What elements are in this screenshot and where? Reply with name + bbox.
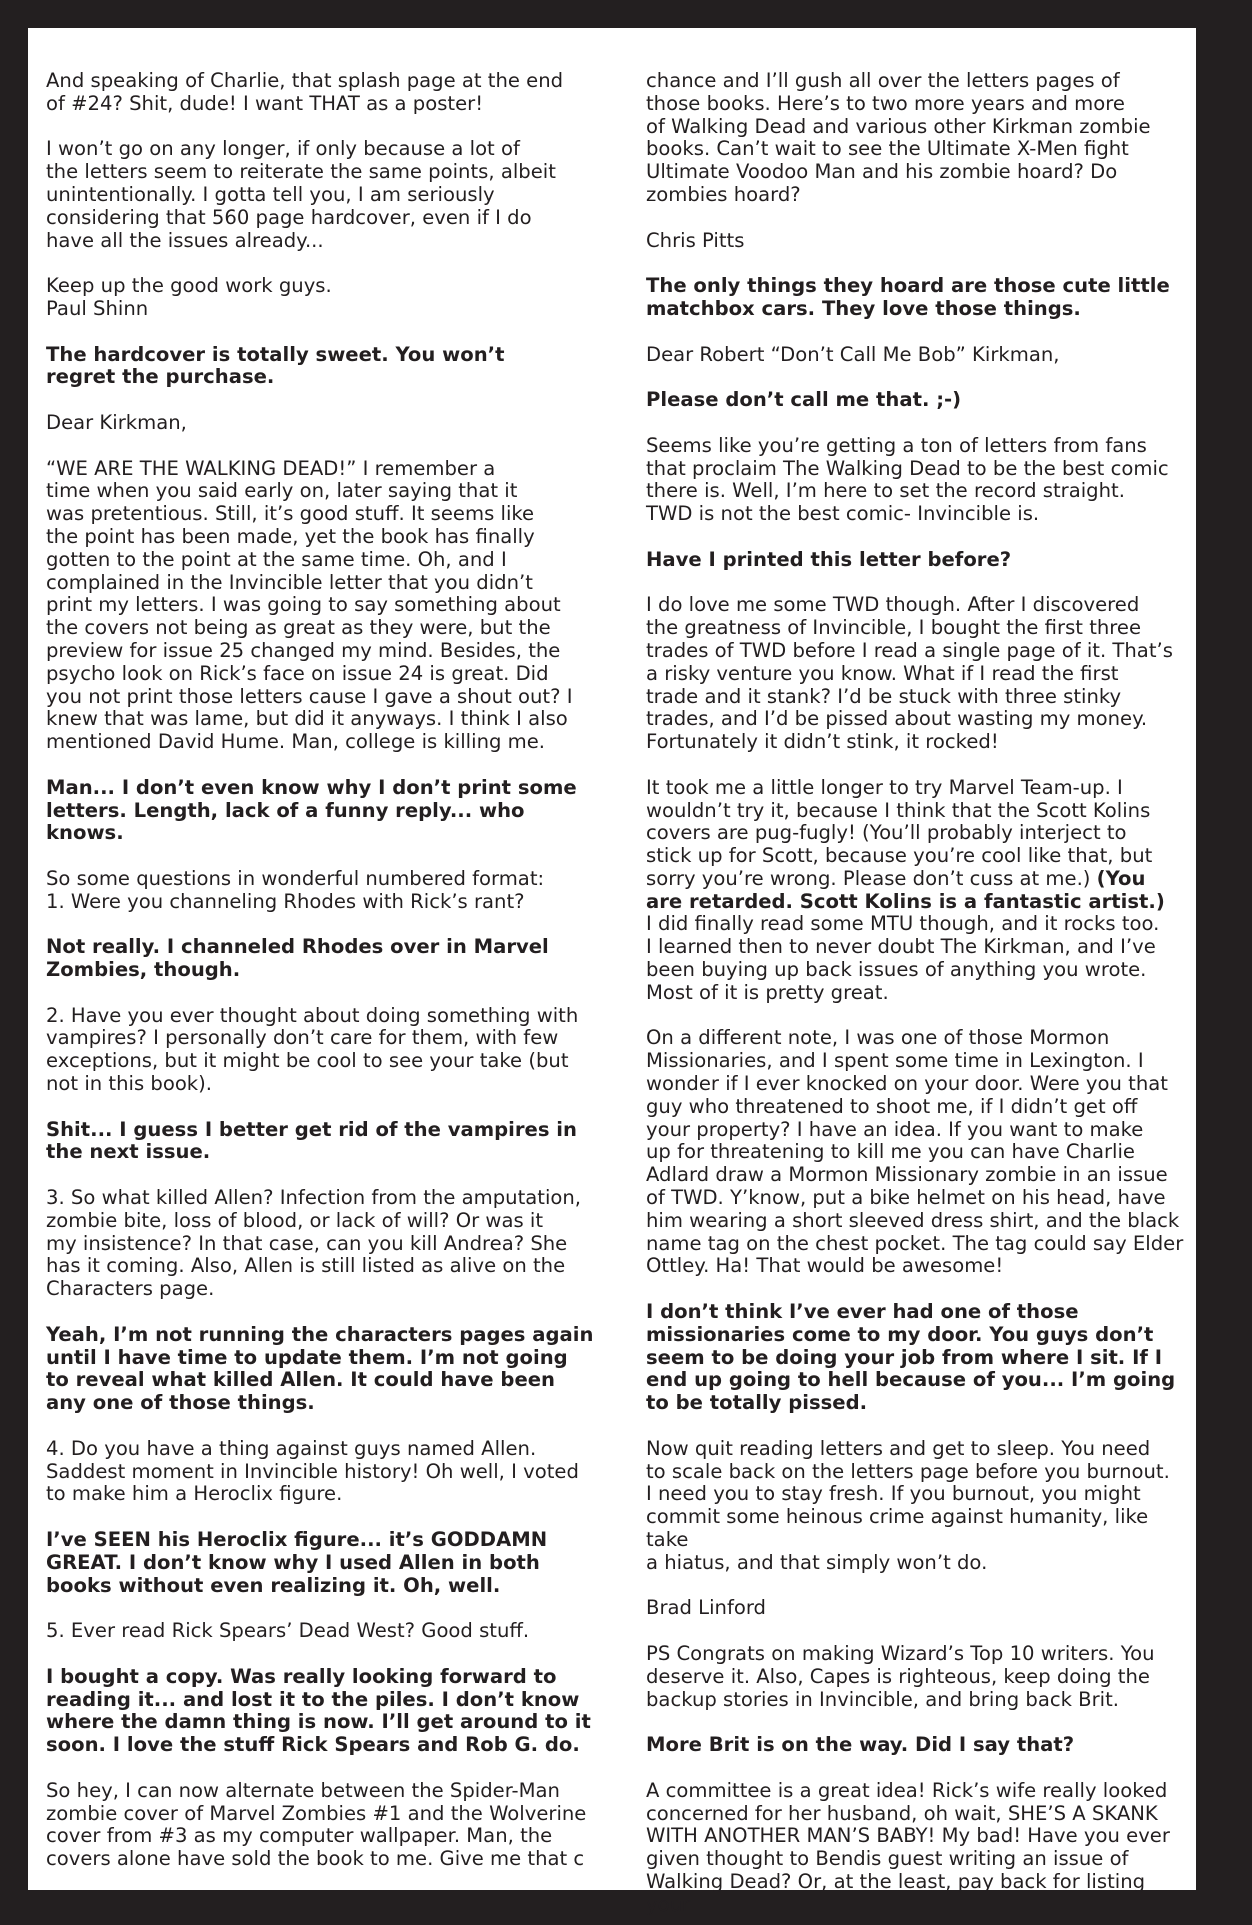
letter-paragraph <box>646 1780 1186 1917</box>
letters-page <box>28 28 1196 1916</box>
editor-reply <box>646 1301 1186 1415</box>
paragraph-text-continued: I did finally read some MTU though, and it rocks too. I learned then to never doubt The Kirkman, and I’ve been buying up back issues of anything you wrote. Most of it is pretty great. <box>646 912 1160 1004</box>
paragraph-text: More Brit is on the way. Did I say that? <box>646 1733 1075 1757</box>
paragraph-text: 2. Have you ever thought about doing something with vampires? I personally don’t care for them, with few exceptions, but it might be cool to see your take (but not in this book). <box>46 1003 579 1096</box>
editor-reply <box>46 1529 612 1597</box>
letter-paragraph <box>46 1005 612 1096</box>
paragraph-text: On a different note, I was one of those Mormon Missionaries, and I spent some time in Lexington. I wonder if I ever knocked on your door. Were you that guy who threatened to shoot me, if I didn’t get off your property? I have an idea. If you want to make up for threatening to kill me you can have Charlie Adlard draw a Mormon Missionary zombie in an issue of TWD. Y’know, put a bike helmet on his head, have him wearing a short sleeved dress shirt, and the black name tag on the chest pocket. The tag could say Elder Ottley. Ha! That would be awesome! <box>646 1026 1184 1278</box>
letter-paragraph <box>646 777 1186 1005</box>
paragraph-text: And speaking of Charlie, that splash page at the end of #24? Shit, dude! I want THAT as a poster! <box>46 69 564 115</box>
editor-reply <box>46 344 612 390</box>
letter-paragraph <box>46 412 612 435</box>
paragraph-text: Chris Pitts <box>646 228 745 252</box>
right-column <box>646 70 1186 1917</box>
paragraph-text: I don’t think I’ve ever had one of those missionaries come to my door. You guys don’t seem to be doing your job from where I sit. If I end up going to hell because of you... I’m going to be totally pissed. <box>646 1300 1176 1415</box>
paragraph-text: Man... I don’t even know why I don’t print some letters. Length, lack of a funny reply... who knows. <box>46 775 577 845</box>
editor-reply <box>46 1119 612 1165</box>
paragraph-text: Seems like you’re getting a ton of letters from fans that proclaim The Walking Dead to be the best comic there is. Well, I’m here to set the record straight. TWD is not the best comic- Invincible is. <box>646 433 1169 526</box>
letter-paragraph <box>46 70 612 116</box>
letter-paragraph <box>646 435 1186 526</box>
paragraph-text: chance and I’ll gush all over the letters pages of those books. Here’s to two more years and more of Walking Dead and various other Kirkman zombie books. Can’t wait to see the Ultimate X-Men fight Ultimate Voodoo Man and his zombie hoard? Do zombies hoard? <box>646 69 1151 206</box>
paragraph-text: So hey, I can now alternate between the Spider-Man zombie cover of Marvel Zombies #1 and the Wolverine cover from #3 as my computer wallpaper. Man, the covers alone have sold the book to me. Give me that c <box>46 1778 587 1871</box>
paragraph-text: Dear Kirkman, <box>46 410 187 434</box>
paragraph-text: 4. Do you have a thing against guys named Allen. Saddest moment in Invincible history! Oh well, I voted to make him a Heroclix figure. <box>46 1436 579 1506</box>
paragraph-text: Dear Robert “Don’t Call Me Bob” Kirkman, <box>646 342 1060 366</box>
paragraph-text: Please don’t call me that. ;-) <box>646 388 962 412</box>
paragraph-text: PS Congrats on making Wizard’s Top 10 writers. You deserve it. Also, Capes is righteous, keep doing the backup stories in Invincible, and bring back Brit. <box>646 1641 1155 1711</box>
paragraph-text: Yeah, I’m not running the characters pages again until I have time to update them. I’m not going to reveal what killed Allen. It could have been any one of those things. <box>46 1322 594 1415</box>
letter-paragraph <box>46 138 612 252</box>
paragraph-text: The only things they hoard are those cute little matchbox cars. They love those things. <box>646 274 1170 320</box>
paragraph-text: Have I printed this letter before? <box>646 547 1012 571</box>
editor-reply <box>646 389 1186 412</box>
paragraph-text: Keep up the good work guys. Paul Shinn <box>46 274 332 320</box>
letter-paragraph <box>646 1643 1186 1711</box>
inline-editor-reply: (You are retarded. Scott Kolins is a fantastic artist.) <box>646 866 1165 913</box>
letter-paragraph <box>46 868 612 914</box>
letter-paragraph <box>646 70 1186 207</box>
letter-paragraph <box>646 1438 1186 1575</box>
letter-paragraph <box>46 275 612 321</box>
left-column <box>46 70 612 1871</box>
paragraph-text: Now quit reading letters and get to sleep. You need to scale back on the letters page before you burnout. I need you to stay fresh. If you burnout, you might commit some heinous crime against humanity, like take a hiatus, and that simply won’t do. <box>646 1436 1170 1574</box>
letter-paragraph <box>46 1780 612 1871</box>
paragraph-text: Not really. I channeled Rhodes over in Marvel Zombies, though. <box>46 935 549 982</box>
paragraph-text: Brad Linford <box>646 1596 766 1620</box>
editor-reply <box>46 1666 612 1757</box>
paragraph-text: 3. So what killed Allen? Infection from the amputation, zombie bite, loss of blood, or lack of will? Or was it my insistence? In that case, can you kill Andrea? She has it coming. Also, Allen is still listed as alive on the Characters page. <box>46 1186 582 1301</box>
paragraph-text: 5. Ever read Rick Spears’ Dead West? Good stuff. <box>46 1619 530 1643</box>
letter-paragraph <box>46 458 612 754</box>
letter-paragraph <box>46 1438 612 1506</box>
paragraph-text: So some questions in wonderful numbered format: 1. Were you channeling Rhodes with Rick’s rant? <box>46 866 545 913</box>
editor-reply <box>646 549 1186 572</box>
editor-reply <box>646 275 1186 321</box>
letter-paragraph <box>646 344 1186 367</box>
paragraph-text: Shit... I guess I better get rid of the vampires in the next issue. <box>46 1117 577 1164</box>
editor-reply <box>46 777 612 845</box>
paragraph-text: I do love me some TWD though. After I discovered the greatness of Invincible, I bought the first three trades of TWD before I read a single page of it. That’s a risky venture you know. What if I read the first trade and it stank? I’d be stuck with three stinky trades, and I’d be pissed about wasting my money. Fortunately it didn’t stink, it rocked! <box>646 593 1173 754</box>
letter-paragraph <box>646 1027 1186 1278</box>
paragraph-text: A committee is a great idea! Rick’s wife really looked concerned for her husband, oh wait, SHE’S A SKANK WITH ANOTHER MAN’S BABY! My bad! Have you ever given thought to Bendis guest writing an issue of Walking Dead? Or, at the least, pay back for listing your <box>646 1778 1170 1916</box>
letter-paragraph <box>46 1187 612 1301</box>
editor-reply <box>46 1324 612 1415</box>
paragraph-text: I bought a copy. Was really looking forward to reading it... and lost it to the piles. I don’t know where the damn thing is now. I’ll get around to it soon. I love the stuff Rick Spears and Rob G. do. <box>46 1664 591 1757</box>
paragraph-text: I’ve SEEN his Heroclix figure... it’s GODDAMN GREAT. I don’t know why I used Allen in both books without even realizing it. Oh, well. <box>46 1528 548 1597</box>
letter-paragraph <box>646 594 1186 754</box>
paragraph-text: The hardcover is totally sweet. You won’t regret the purchase. <box>46 342 505 389</box>
editor-reply <box>46 936 612 982</box>
letter-paragraph <box>646 230 1186 253</box>
letter-paragraph <box>46 1620 612 1643</box>
letter-paragraph <box>646 1597 1186 1620</box>
paragraph-text: It took me a little longer to try Marvel Team-up. I wouldn’t try it, because I think that the Scott Kolins covers are pug-fugly! (You’ll probably interject to stick up for Scott, because you’re cool like that, but sorry you’re wrong. Please don’t cuss at me.) <box>646 775 1153 890</box>
paragraph-text: “WE ARE THE WALKING DEAD!” I remember a time when you said early on, later saying that it was pretentious. Still, it’s good stuff. It seems like the point has been made, yet the book has finally gotten to the point at the same time. Oh, and I complained in the Invincible letter that you didn’t print my letters. I was going to say something about the covers not being as great as they were, but the preview for issue 25 changed my mind. Besides, the psycho look on Rick’s face on issue 24 is great. Did you not print those letters cause I gave a shout out? I knew that was lame, but did it anyways. I think I also mentioned David Hume. Man, college is killing me. <box>46 456 573 754</box>
editor-reply <box>646 1734 1186 1757</box>
paragraph-text: I won’t go on any longer, if only because a lot of the letters seem to reiterate the same points, albeit unintentionally. I gotta tell you, I am seriously considering that 560 page hardcover, even if I do have all the issues already... <box>46 137 556 252</box>
